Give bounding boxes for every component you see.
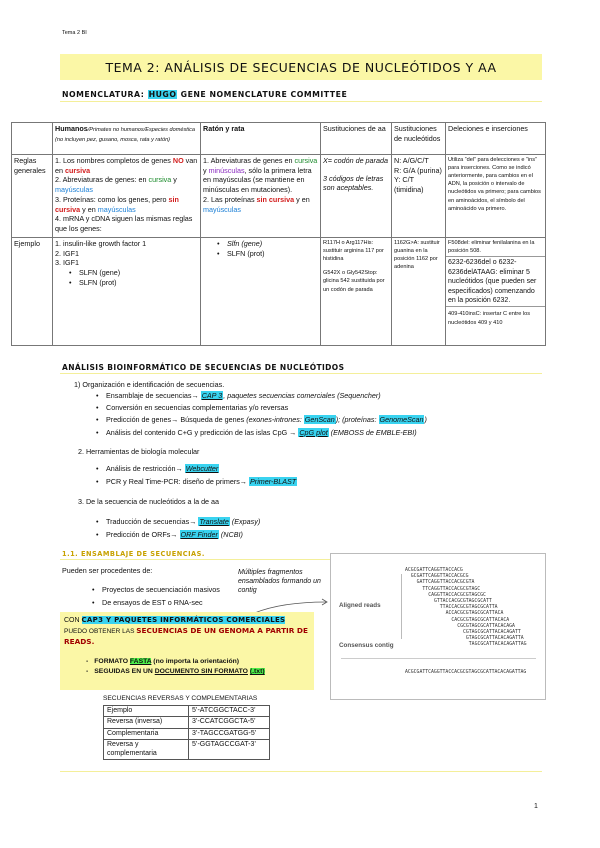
sust-nuc-reglas-cell: N: A/G/C/T R: G/A (purina) Y: C/T (timidina) (392, 155, 446, 238)
sust-aa-reglas-cell: X= codón de parada 3 códigos de letras son aceptables. (321, 155, 392, 238)
raton-reglas-cell: 1. Abreviaturas de genes en cursiva y minúsculas, sólo la primera letra en mayúsculas (se mantiene en minúsculas en mutaciones). 2. Las proteínas sin cursiva y en mayúsculas (201, 155, 321, 238)
figure-rule (341, 658, 536, 659)
aligned-read: GATTCAGGTTACCACGCGTA (416, 580, 475, 586)
sust-aa-ejemplo-cell: R117H o Arg117His: sustituir arginina 117 por histidina G542X o Gly542Stop: glicina 542 sustituida por un codón de parada (321, 238, 392, 346)
ensamblaje-intro: Pueden ser procedentes de: (62, 566, 153, 575)
link-cpgplot[interactable]: CpG plot (299, 427, 328, 437)
seq-value-cell: 5’-GGTAGCCGAT-3’ (189, 740, 270, 760)
link-genscan[interactable]: GenScan (304, 415, 335, 425)
header-tema: Tema 2 BI (62, 30, 87, 36)
link-translate[interactable]: Translate (199, 517, 229, 526)
header-humanos: Humanos/Primates no humanos/Especies doméstica (no incluyen pez, gusano, mosca, rata y ratón) (53, 123, 201, 155)
aligned-reads-label: Aligned reads (339, 602, 381, 609)
header-empty-cell (12, 123, 53, 155)
seq-table-row (104, 717, 270, 728)
seq-value-cell: 3’-TAGCCGATGG-5’ (189, 728, 270, 739)
ensamblaje-heading: 1.1. ENSAMBLAJE DE SECUENCIAS. (62, 550, 205, 558)
seq-value-cell: 5’-ATCGGCTACC-3’ (189, 706, 270, 717)
figure-caption: Múltiples fragmentos ensamblados formando un contig (238, 569, 321, 594)
del-ejemplo-cell: F508del: eliminar fenilalanina en la posición 508. 6232-6236del o 6232-6236delATAAG: eliminar 5 nucleótidos (que pueden ser especificados) comenzando en la posición 6232. 409-410insC: insertar C entre los nucleótidos 409 y 410 (446, 238, 546, 346)
cap3-highlight-box: CON CAP3 Y PAQUETES INFORMÁTICOS COMERCIALES PUEDO OBTENER LAS SECUENCIAS DE UN GENOMA A PARTIR DE READS. - FORMATO FASTA (no importa la orientación) - SEGUIDAS EN UN DOCUMENTO SIN FORMATO (.txt) (60, 612, 314, 690)
humanos-ejemplo-cell: 1. insulin-like growth factor 1 2. IGF1 3. IGF1 • SLFN (gene) • SLFN (prot) (53, 238, 201, 346)
header-sust-nuc: Sustituciones de nucleótidos (392, 123, 446, 155)
divider (60, 101, 542, 102)
aligned-read: GTTACCACGCGTAGCGCATT (434, 599, 492, 605)
seq-table-row (104, 740, 270, 760)
aligned-read: CGCGTAGCGCATTACACAGA (457, 623, 515, 629)
aligned-read: TTACCACGCGTAGCGCATTA (439, 605, 498, 611)
figure-divider (401, 574, 402, 639)
section-1-title: 1) Organización e identificación de secuencias. (74, 380, 225, 389)
seq-table (103, 705, 270, 760)
link-webcutter[interactable]: Webcutter (185, 464, 219, 473)
analisis-heading: ANÁLISIS BIOINFORMÁTICO DE SECUENCIAS DE NUCLEÓTIDOS (62, 363, 345, 372)
divider (60, 373, 542, 374)
consensus-label: Consensus contig (339, 642, 394, 649)
aligned-read: GCGATTCAGGTTACCACGCG (410, 574, 469, 580)
hugo-highlight: HUGO (148, 90, 177, 99)
seq-type-cell: Complementaria (104, 728, 189, 739)
nomenclature-table (11, 122, 546, 346)
aligned-read: ACCACGCGTAGCGCATTACA (445, 611, 504, 617)
section-3-title: 3. De la secuencia de nucleótidos a la de aa (78, 497, 220, 506)
seq-type-cell: Reversa (inversa) (104, 717, 189, 728)
link-genomescan[interactable]: GenomeScan (379, 415, 424, 425)
row-label-reglas: Reglas generales (12, 155, 53, 238)
contig-figure (330, 553, 546, 700)
aligned-read: TAGCGCATTACACAGATTAG (468, 642, 527, 648)
aligned-read: ACGCGATTCAGGTTACCACG (405, 568, 463, 573)
seq-value-cell: 3’-CCATCGGCTA-5’ (189, 717, 270, 728)
ensamblaje-list: • Proyectos de secuenciación masivos • De ensayos de EST o RNA-sec (92, 586, 220, 607)
divider (60, 771, 542, 772)
seq-table-row (104, 728, 270, 739)
aligned-read: GTAGCGCATTACACAGATTA (465, 636, 524, 642)
link-orf-finder[interactable]: ORF Finder (180, 529, 218, 539)
header-deleciones: Deleciones e inserciones (446, 123, 546, 155)
reads-list (405, 568, 527, 649)
header-sust-aa: Sustituciones de aa (321, 123, 392, 155)
section-2-title: 2. Herramientas de biología molecular (78, 447, 200, 456)
page-number: 1 (534, 803, 538, 810)
seq-table-row (104, 706, 270, 717)
seq-table-title: SECUENCIAS REVERSAS Y COMPLEMENTARIAS (103, 695, 258, 702)
raton-ejemplo-cell: • Slfn (gene) • SLFN (prot) (201, 238, 321, 346)
aligned-read: CGTAGCGCATTACACAGATT (463, 630, 521, 636)
page-title: TEMA 2: ANÁLISIS DE SECUENCIAS DE NUCLEÓTIDOS Y AA (60, 54, 542, 80)
section-3-list: • Traducción de secuencias→ Translate (Expasy) • Predicción de ORFs→ ORF Finder (NCBI) (96, 518, 536, 539)
row-label-ejemplo: Ejemplo (12, 238, 53, 346)
link-primer-blast[interactable]: Primer-BLAST (250, 476, 297, 486)
section-2-list: • Análisis de restricción→ Webcutter • PCR y Real Time-PCR: diseño de primers→ Primer-BLAST (96, 465, 536, 486)
seq-type-cell: Reversa y complementaria (104, 740, 189, 760)
link-cap3[interactable]: CAP 3 (201, 391, 223, 400)
nomenclatura-heading: NOMENCLATURA: HUGO GENE NOMENCLATURE COMMITTEE (62, 90, 348, 99)
aligned-read: CACGCGTAGCGCATTACACA (451, 617, 510, 623)
aligned-read: CAGGTTACCACGCGTAGCGC (428, 592, 486, 598)
section-1-list: • Ensamblaje de secuencias→ CAP 3, paquetes secuencias comerciales (Sequencher) • Conversión en secuencias complementarias y/o reversas • Predicción de genes→ Búsqueda de genes (exones-intrones: GenScan); (proteínas: GenomeScan) • Análisis del contenido C+G y predicción de las islas CpG → CpG plot (EMBOSS de EMBLE-EBI) (96, 392, 536, 437)
consensus-sequence: ACGCGATTCAGGTTACCACGCGTAGCGCATTACACAGATTAG (405, 670, 527, 675)
humanos-reglas-cell: 1. Los nombres completos de genes NO van en cursiva 2. Abreviaturas de genes: en cursiva y mayúsculas 3. Proteínas: como los genes, pero sin cursiva y en mayúsculas 4. mRNA y cDNA siguen las mismas reglas que los genes: (53, 155, 201, 238)
sust-nuc-ejemplo-cell: 1162G>A: sustituir guanina en la posición 1162 por adenina (392, 238, 446, 346)
del-reglas-cell: Utiliza “del” para delecciones e “ins” para inserciones. Como se indicó anteriormente, para cambios en el ADN, la posición o intervalo de nucleótidos va primero; para cambios en aminoácidos, el símbolo del aminoácido va primero. (446, 155, 546, 238)
aligned-read: TTCAGGTTACCACGCGTAGC (422, 586, 481, 592)
header-raton: Ratón y rata (201, 123, 321, 155)
seq-type-cell: Ejemplo (104, 706, 189, 717)
